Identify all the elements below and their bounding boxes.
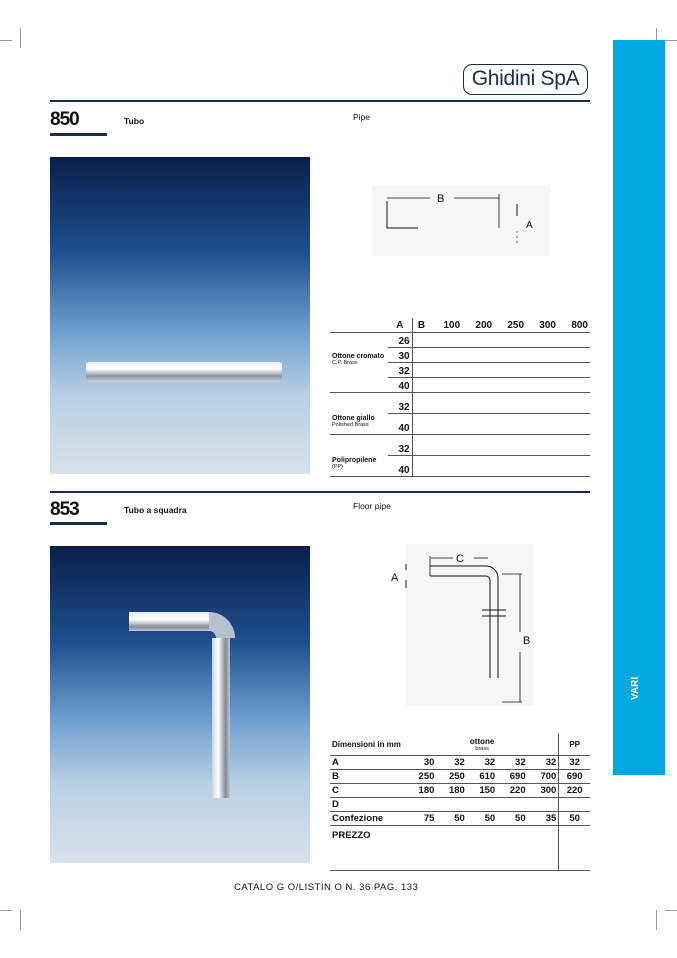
- material-sub: Polished Brass: [332, 422, 369, 428]
- table-row: [330, 798, 590, 812]
- brand-logo: Ghidini SpA: [463, 64, 588, 95]
- material-name: Polipropilene: [332, 457, 377, 464]
- value-cell: 50: [436, 812, 466, 826]
- material-name: Ottone cromato: [332, 353, 385, 360]
- crop-mark: [665, 40, 677, 41]
- value-cell: 30: [406, 756, 436, 770]
- value-cell: 180: [406, 784, 436, 798]
- code-underline: [50, 522, 107, 525]
- pp-header: PP: [559, 733, 590, 756]
- size-cell: 40: [388, 414, 412, 435]
- row-label: B: [330, 770, 406, 784]
- table-row: [330, 812, 590, 826]
- product-code: 853: [50, 499, 79, 520]
- crop-mark: [0, 910, 12, 911]
- size-cell: 26: [388, 333, 412, 348]
- value-cell: [528, 798, 559, 812]
- value-cell: 250: [406, 770, 436, 784]
- value-cell: 32: [467, 756, 497, 770]
- size-cell: 40: [388, 378, 412, 393]
- row-label: D: [330, 798, 406, 812]
- value-cell: 75: [406, 812, 436, 826]
- price-cell: [412, 363, 590, 378]
- value-cell: 50: [559, 812, 590, 826]
- category-sidebar: [613, 40, 665, 775]
- value-cell: 32: [528, 756, 559, 770]
- value-cell: [559, 798, 590, 812]
- price-cell: [412, 378, 590, 393]
- product-title-en: Floor pipe: [353, 501, 391, 511]
- size-cell: 32: [388, 435, 412, 456]
- dim-label-c: C: [456, 553, 464, 565]
- column-header: 100: [430, 318, 462, 333]
- pipe-dimension-diagram: [372, 186, 552, 258]
- material-header: ottone: [469, 736, 495, 746]
- price-cell: [412, 333, 590, 348]
- table-row: [330, 393, 590, 414]
- row-label: A: [330, 756, 406, 770]
- page-footer: CATALO G O/LISTIN O N. 36 PAG. 133: [234, 882, 419, 893]
- value-cell: 220: [497, 784, 527, 798]
- size-cell: 30: [388, 348, 412, 363]
- value-cell: [436, 798, 466, 812]
- table-header-row: [330, 733, 590, 756]
- price-cell: [412, 393, 590, 414]
- value-cell: [497, 798, 527, 812]
- value-cell: 35: [528, 812, 559, 826]
- table-row: [330, 784, 590, 798]
- table-row: [330, 770, 590, 784]
- price-label: PREZZO: [330, 826, 406, 871]
- material-sub: (PP): [332, 464, 343, 470]
- crop-mark: [0, 40, 12, 41]
- product-title: Tubo a squadra: [124, 505, 187, 515]
- table-row: [330, 756, 590, 770]
- column-header: 800: [558, 318, 590, 333]
- dim-label-b: B: [437, 193, 445, 205]
- crop-mark: [665, 910, 677, 911]
- value-cell: 50: [497, 812, 527, 826]
- table-row: [330, 333, 590, 348]
- column-header: A: [388, 318, 412, 333]
- value-cell: 610: [467, 770, 497, 784]
- product-title: Tubo: [124, 116, 145, 126]
- size-cell: 32: [388, 363, 412, 378]
- value-cell: 32: [436, 756, 466, 770]
- column-header: 300: [526, 318, 558, 333]
- product-photo: [50, 546, 310, 863]
- value-cell: 32: [559, 756, 590, 770]
- code-underline: [50, 133, 107, 136]
- straight-pipe-image: [50, 157, 310, 474]
- category-label: VARI: [630, 676, 641, 700]
- material-name: Ottone giallo: [332, 415, 375, 422]
- price-cell: [412, 414, 590, 435]
- material-sub: C.P. Brass: [332, 360, 358, 366]
- value-cell: 50: [467, 812, 497, 826]
- floor-pipe-image: [50, 546, 310, 863]
- section-divider: [50, 100, 590, 102]
- value-cell: [467, 798, 497, 812]
- product-title-en: Pipe: [353, 112, 371, 122]
- table-header-row: [330, 318, 590, 333]
- price-cell: [412, 348, 590, 363]
- column-header: 200: [462, 318, 494, 333]
- material-sub: brass: [475, 745, 489, 752]
- value-cell: 300: [528, 784, 559, 798]
- floor-pipe-dimension-diagram: [386, 540, 536, 710]
- row-label: C: [330, 784, 406, 798]
- value-cell: 150: [467, 784, 497, 798]
- size-cell: 32: [388, 393, 412, 414]
- value-cell: 690: [497, 770, 527, 784]
- table-row: [330, 435, 590, 456]
- value-cell: 220: [559, 784, 590, 798]
- product-code: 850: [50, 109, 79, 130]
- size-table: [330, 318, 590, 477]
- price-cell: [412, 435, 590, 456]
- dim-label-a: A: [391, 572, 399, 584]
- value-cell: [406, 798, 436, 812]
- dim-label-a: A: [526, 220, 533, 231]
- product-photo: [50, 157, 310, 474]
- value-cell: 250: [436, 770, 466, 784]
- section-divider: [50, 491, 590, 493]
- column-header: B: [412, 318, 430, 333]
- column-header: 250: [494, 318, 526, 333]
- value-cell: 690: [559, 770, 590, 784]
- price-row: [330, 826, 590, 871]
- crop-mark: [20, 910, 21, 930]
- crop-mark: [656, 910, 657, 930]
- row-label: Confezione: [330, 812, 406, 826]
- size-cell: 40: [388, 456, 412, 477]
- crop-mark: [20, 28, 21, 48]
- price-cell: [412, 456, 590, 477]
- dim-label-b: B: [523, 635, 531, 647]
- value-cell: 700: [528, 770, 559, 784]
- dimensions-table: [330, 733, 590, 871]
- value-cell: 32: [497, 756, 527, 770]
- value-cell: 180: [436, 784, 466, 798]
- dimensions-header: Dimensioni in mm: [330, 733, 406, 756]
